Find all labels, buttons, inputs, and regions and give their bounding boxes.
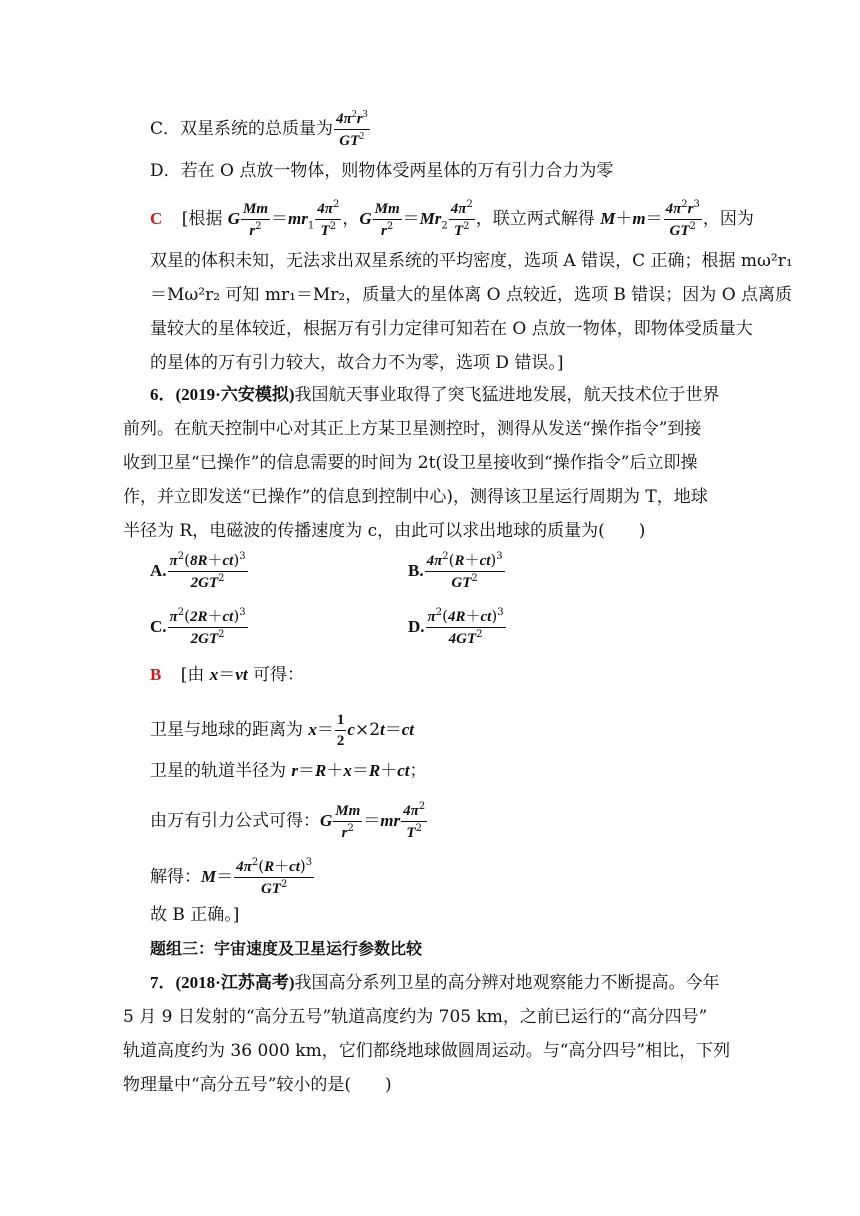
q6-option-a xyxy=(150,552,249,591)
frac-total-mass: $\frac{4\pi^2r^3}{GT^2}$ xyxy=(665,199,700,239)
q6-option-b-label: B. xyxy=(408,561,424,580)
answer6-line2: 卫星与地球的距离为 x＝ $\frac{1}{2}$ c×2t＝ct xyxy=(150,712,415,749)
option-c-prefix: C．双星系统的总质量为 xyxy=(150,119,334,139)
q6-option-b xyxy=(408,552,506,591)
option-c-numerator: $4\pi^2r^3$ xyxy=(334,110,370,130)
frac-4pi2-t2-c: $\frac{4\pi^2}{T^2}$ xyxy=(403,801,426,841)
answer5-line2: 双星的体积未知，无法求出双星系统的平均密度，选项 A 错误，C 正确；根据 mω²r₁ xyxy=(150,251,793,271)
answer6-letter: B xyxy=(150,665,162,684)
frac-one-half: $\frac{1}{2}$ xyxy=(336,712,345,749)
answer6-line6: 故 B 正确。] xyxy=(150,905,240,925)
q7-line1 xyxy=(150,972,720,994)
option-d: D．若在 O 点放一物体，则物体受两星体的万有引力合力为零 xyxy=(150,161,614,181)
option-c-fraction xyxy=(334,110,370,149)
frac-mm-r2-a: $\frac{Mm}{r^2}$ xyxy=(243,200,269,239)
q6-option-c-fraction: $\frac{\pi^2(2R+ct)^3}{2GT^2}$ xyxy=(169,607,246,647)
q6-option-b-fraction: $\frac{4\pi^2(R+ct)^3}{GT^2}$ xyxy=(426,551,503,591)
q6-option-a-fraction: $\frac{\pi^2(8R+ct)^3}{2GT^2}$ xyxy=(169,551,246,591)
q6-line1 xyxy=(150,384,720,406)
q7-line3: 轨道高度约为 36 000 km，它们都绕地球做圆周运动。与“高分四号”相比，下列 xyxy=(123,1041,731,1061)
option-c-denominator: $GT^2$ xyxy=(339,131,365,149)
q6-number: 6．(2019·六安模拟) xyxy=(150,385,295,404)
q6-line1-text: 我国航天事业取得了突飞猛进地发展，航天技术位于世界 xyxy=(294,385,720,405)
q6-option-d-fraction: $\frac{\pi^2(4R+ct)^3}{4GT^2}$ xyxy=(427,607,504,647)
q6-line2: 前列。在航天控制中心对其正上方某卫星测控时，测得从发送“操作指令”到接 xyxy=(123,419,702,439)
answer5-line5: 的星体的万有引力较大，故合力不为零，选项 D 错误。] xyxy=(150,353,564,373)
q6-option-a-label: A. xyxy=(150,561,167,580)
q6-line3: 收到卫星“已操作”的信息需要的时间为 2t(设卫星接收到“操作指令”后立即操 xyxy=(123,453,698,473)
q7-line1-text: 我国高分系列卫星的高分辨对地观察能力不断提高。今年 xyxy=(294,973,720,993)
q7-number: 7．(2018·江苏高考) xyxy=(150,973,295,992)
section-heading: 题组三：宇宙速度及卫星运行参数比较 xyxy=(150,939,423,958)
answer5-line4: 量较大的星体较近，根据万有引力定律可知若在 O 点放一物体，即物体受质量大 xyxy=(150,319,753,339)
answer6-line5: 解得：M＝ $\frac{4\pi^2(R+ct)^3}{GT^2}$ xyxy=(150,857,313,897)
answer5-letter: C xyxy=(150,209,163,228)
answer5-line1: C [根据 G $\frac{Mm}{r^2}$ $=mr_1$ $\frac{4\pi^2}{T^2}$ ，G $\frac{Mm}{r^2}$ $=Mr_2$ $\frac{4\pi^2}{T^2}$ ，联立两式解得 M＋m＝ $\frac{4\pi^2r^3}{GT^2}$ ，因为 xyxy=(150,199,754,239)
frac-4pi2-t2-b: $\frac{4\pi^2}{T^2}$ xyxy=(450,199,473,239)
answer5-line3: ＝Mω²r₂ 可知 mr₁＝Mr₂，质量大的星体离 O 点较近，选项 B 错误；因为 O 点离质 xyxy=(150,285,793,305)
frac-mm-r2-c: $\frac{Mm}{r^2}$ xyxy=(335,802,361,841)
frac-4pi2-t2-a: $\frac{4\pi^2}{T^2}$ xyxy=(317,199,340,239)
frac-earth-mass: $\frac{4\pi^2(R+ct)^3}{GT^2}$ xyxy=(236,857,313,897)
q7-line4: 物理量中“高分五号”较小的是( ) xyxy=(123,1075,392,1095)
answer6-line1: B [由 x＝vt 可得： xyxy=(150,665,304,685)
q6-option-d xyxy=(408,608,507,647)
option-c xyxy=(150,110,371,149)
q6-option-c-label: C. xyxy=(150,617,167,636)
q6-option-d-label: D. xyxy=(408,617,425,636)
q7-line2: 5 月 9 日发射的“高分五号”轨道高度约为 705 km，之前已运行的“高分四号” xyxy=(123,1007,708,1027)
frac-mm-r2-b: $\frac{Mm}{r^2}$ xyxy=(374,200,400,239)
q6-line4: 作，并立即发送“已操作”的信息到控制中心)，测得该卫星运行周期为 T，地球 xyxy=(123,487,708,507)
q6-line5: 半径为 R，电磁波的传播速度为 c，由此可以求出地球的质量为( ) xyxy=(123,521,646,541)
q6-option-c xyxy=(150,608,249,647)
answer6-line4: 由万有引力公式可得：G $\frac{Mm}{r^2}$ ＝mr $\frac{4\pi^2}{T^2}$ xyxy=(150,801,426,841)
answer6-line3: 卫星的轨道半径为 r＝R＋x＝R＋ct； xyxy=(150,761,427,781)
